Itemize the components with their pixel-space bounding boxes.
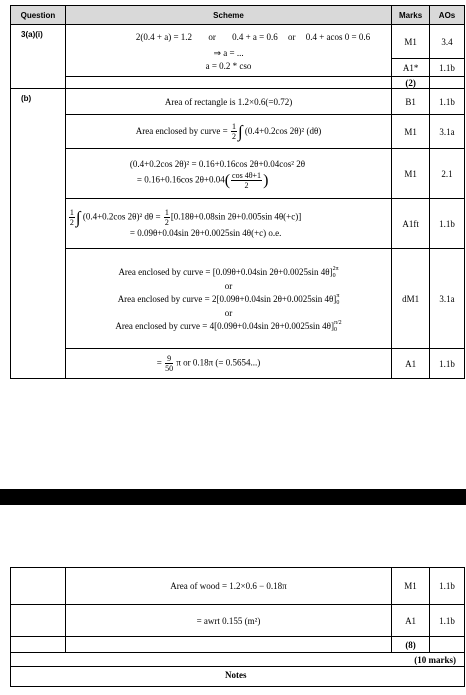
part-b-limits-row <box>11 249 465 349</box>
expand-ao: 2.1 <box>430 149 465 199</box>
limits-line-2: Area enclosed by curve = 2[0.09θ+0.04sin 2θ+0.0025sin 4θ] <box>117 293 337 304</box>
curve-area <box>65 115 391 149</box>
curve-prefix: Area enclosed by curve = <box>135 125 228 136</box>
limits-line-1: Area enclosed by curve = [0.09θ+0.04sin 2θ+0.0025sin 4θ] <box>118 266 333 277</box>
curve-integrand: (0.4+0.2cos 2θ)² (dθ) <box>244 125 322 136</box>
cos4-fraction: $\frac{\cos 4\theta+1}{2}$ <box>232 170 262 190</box>
mark-scheme-table <box>10 5 465 379</box>
scheme-header: Scheme <box>65 6 391 25</box>
question-header: Question <box>11 6 66 25</box>
integrate-lhs: (0.4+0.2cos 2θ)² dθ = <box>82 211 161 222</box>
header-row <box>11 6 465 25</box>
wood-ao: 1.1b <box>430 568 465 605</box>
limits: Area enclosed by curve = [0.09θ+0.04sin 2θ+0.0025sin 4θ] 2π 0 or Area enclosed by curve = 2[0.09θ+0.04sin 2θ+0.0025sin 4θ] π 0 or Area enclosed by curve = 4[0.09θ+0.04sin 2θ+0.0025sin 4θ] π/2 0 <box>65 249 391 349</box>
part-a-mark-2: A1* <box>392 59 430 77</box>
result-mark: A1 <box>392 349 430 379</box>
rect-ao: 1.1b <box>430 89 465 115</box>
integration <box>65 199 391 249</box>
aos-header: AOs <box>430 6 465 25</box>
limits-ao: 3.1a <box>430 249 465 349</box>
part-a-subtotal: (2) <box>392 77 430 89</box>
curve-ao: 3.1a <box>430 115 465 149</box>
part-a-or1: or <box>208 32 216 42</box>
notes-row <box>11 667 465 687</box>
part-a-scheme <box>65 25 391 77</box>
part-a-row-3 <box>11 77 465 89</box>
half-fraction-3: $\frac{1}{2}$ <box>164 207 169 227</box>
integrate-ao: 1.1b <box>430 199 465 249</box>
expansion: (0.4+0.2cos 2θ)² = 0.16+0.16cos 2θ+0.04cos² 2θ = 0.16+0.16cos 2θ+0.04( $\frac{\cos 4\theta+1}{2}$ ) <box>65 149 391 199</box>
part-a-eq2: 0.4 + a = 0.6 <box>232 32 278 42</box>
limits-line-3: Area enclosed by curve = 4[0.09θ+0.04sin 2θ+0.0025sin 4θ] <box>115 320 334 331</box>
integrate-rhs: [0.18θ+0.08sin 2θ+0.005sin 4θ(+c)] <box>170 211 302 222</box>
result-ao: 1.1b <box>430 349 465 379</box>
expand-mark: M1 <box>392 149 430 199</box>
limits-or-1: or <box>224 280 233 291</box>
limits-mark: dM1 <box>392 249 430 349</box>
page-break-band <box>0 489 466 505</box>
curve-mark: M1 <box>392 115 430 149</box>
part-b-result-row <box>11 349 465 379</box>
expand-line-2: = 0.16+0.16cos 2θ+0.04 <box>136 174 225 185</box>
part-b-integrate-row <box>11 199 465 249</box>
integrate-mark: A1ft <box>392 199 430 249</box>
wood-area: Area of wood = 1.2×0.6 − 0.18π <box>65 568 391 605</box>
part-a-eq1: 2(0.4 + a) = 1.2 <box>135 32 193 42</box>
half-fraction-2: $\frac{1}{2}$ <box>69 207 74 227</box>
result-text: π or 0.18π (= 0.5654...) <box>176 357 261 368</box>
wood-mark: M1 <box>392 568 430 605</box>
integrate-line-2: = 0.09θ+0.04sin 2θ+0.0025sin 4θ(+c) o.e. <box>129 227 282 238</box>
awrt-ao: 1.1b <box>430 605 465 637</box>
part-a-mark-1: M1 <box>392 25 430 59</box>
awrt-answer: = awrt 0.155 (m²) <box>65 605 391 637</box>
part-b-expand-row <box>11 149 465 199</box>
question-label-a: 3(a)(i) <box>11 25 66 89</box>
awrt-mark: A1 <box>392 605 430 637</box>
part-b-rect-row <box>11 89 465 115</box>
question-label-b: (b) <box>11 89 66 379</box>
wood-row <box>11 568 465 605</box>
part-b-subtotal: (8) <box>392 637 430 653</box>
half-fraction: $\frac{1}{2}$ <box>232 122 236 141</box>
notes-heading: Notes <box>11 667 465 687</box>
marks-header: Marks <box>392 6 430 25</box>
part-a-row-1 <box>11 25 465 59</box>
subtotal-row <box>11 637 465 653</box>
result: = $\frac{9}{50}$ π or 0.18π (= 0.5654...) <box>65 349 391 379</box>
part-a-implies: ⇒ a = ... <box>213 48 244 58</box>
integral-sign-2: ∫ <box>75 207 81 227</box>
awrt-row <box>11 605 465 637</box>
rect-area: Area of rectangle is 1.2×0.6(=0.72) <box>65 89 391 115</box>
part-a-ao-2: 1.1b <box>430 59 465 77</box>
part-a-ao-1: 3.4 <box>430 25 465 59</box>
integral-sign: ∫ <box>238 121 243 141</box>
total-marks: (10 marks) <box>11 653 465 667</box>
part-b-curve-row <box>11 115 465 149</box>
part-a-eq3: 0.4 + acos 0 = 0.6 <box>305 32 371 42</box>
total-row <box>11 653 465 667</box>
part-a-answer: a = 0.2 * cso <box>205 61 252 71</box>
nine-fiftieths: $\frac{9}{50}$ <box>165 354 174 373</box>
rect-mark: B1 <box>392 89 430 115</box>
limits-or-2: or <box>224 307 233 318</box>
mark-scheme-continuation <box>10 567 465 687</box>
part-a-or2: or <box>287 32 296 42</box>
expand-line-1: (0.4+0.2cos 2θ)² = 0.16+0.16cos 2θ+0.04cos² 2θ <box>129 158 306 169</box>
